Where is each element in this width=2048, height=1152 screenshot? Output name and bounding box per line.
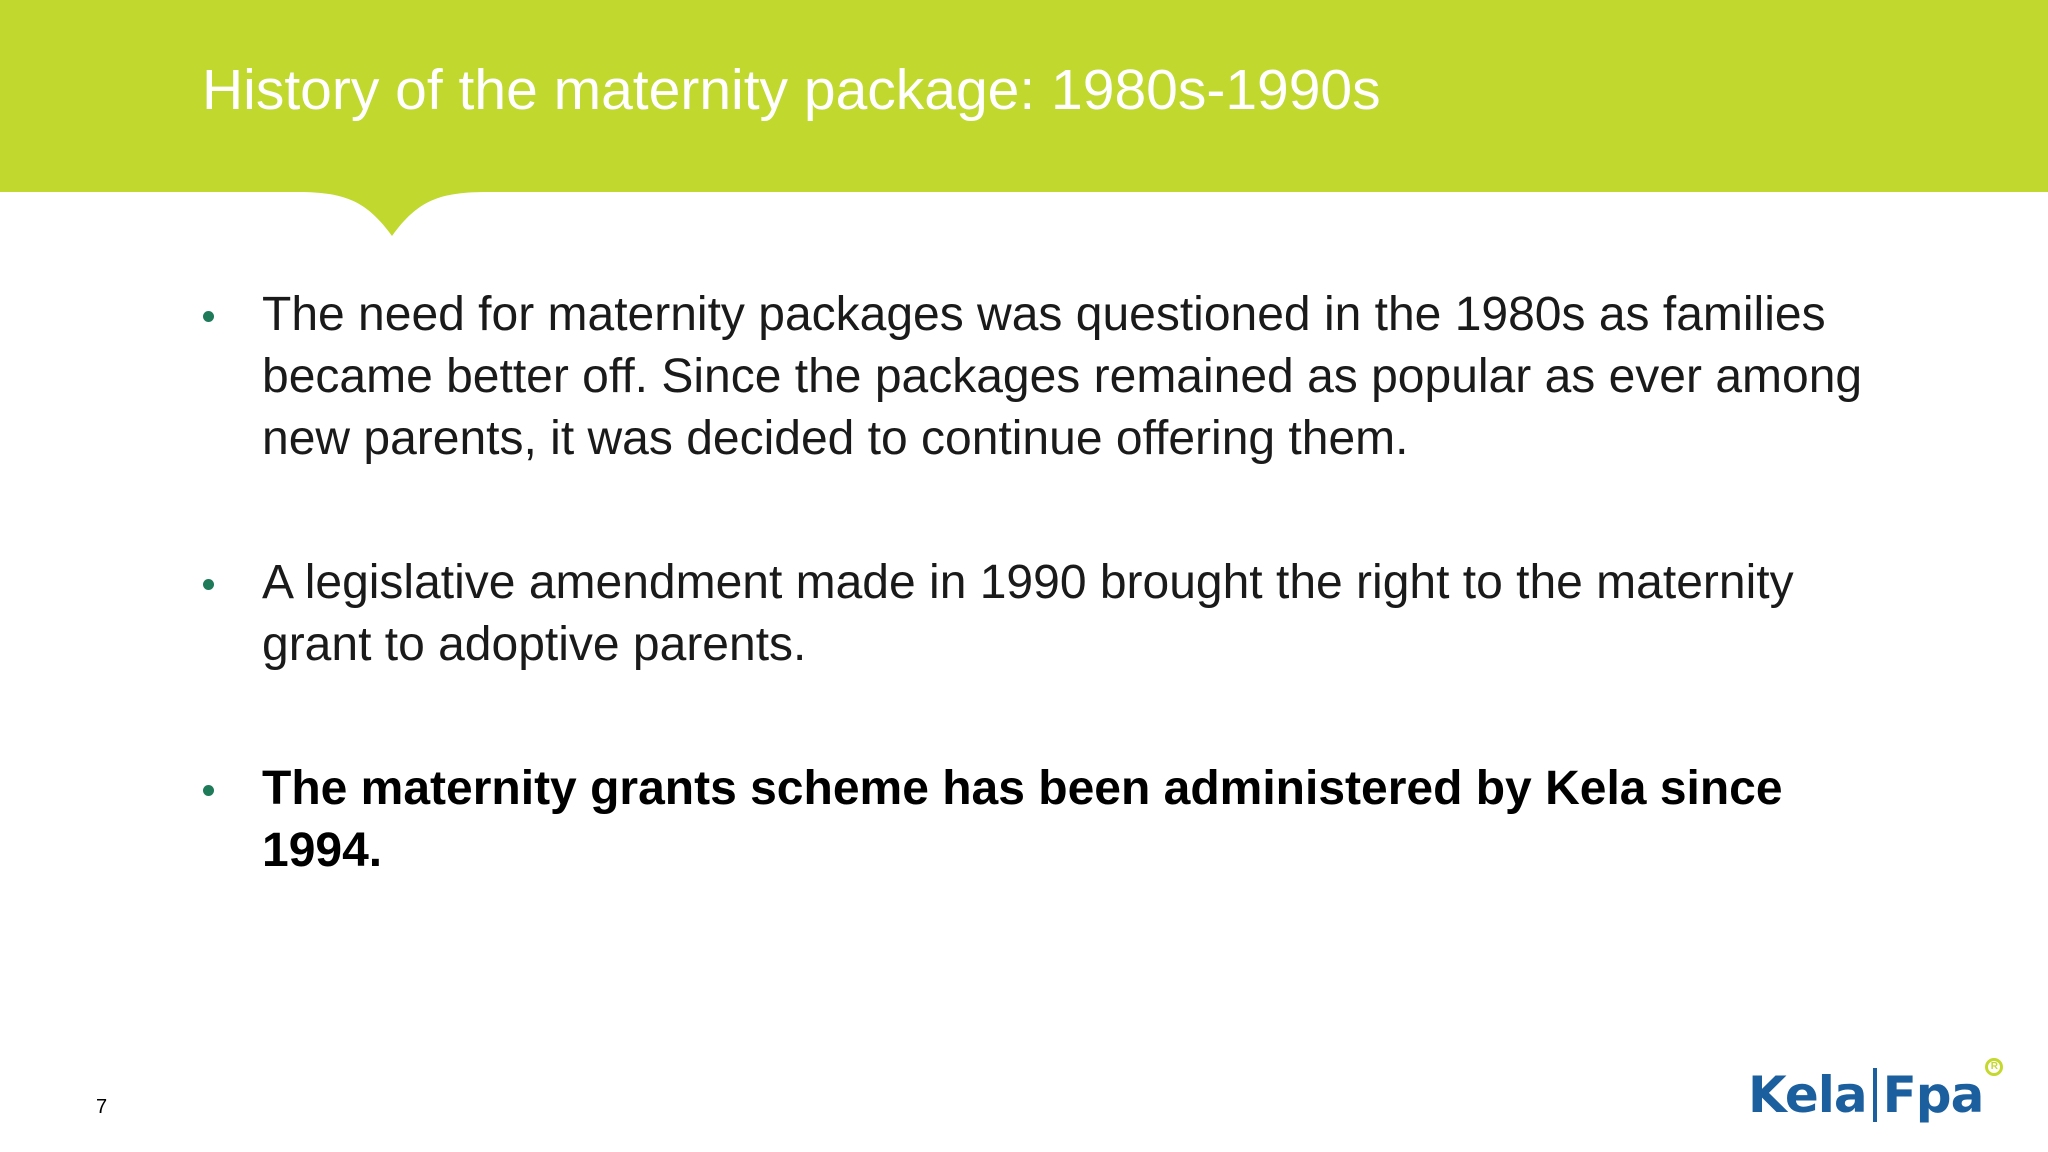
kela-fpa-logo — [1748, 1060, 1998, 1130]
bullet-text: The maternity grants scheme has been administered by Kela since 1994. — [262, 762, 1783, 877]
bullet-marker — [203, 311, 214, 322]
logo-text-fpa: Fpa — [1882, 1066, 1984, 1124]
bullet-item — [200, 552, 1900, 676]
bullet-marker — [203, 785, 214, 796]
bullet-list — [200, 284, 1900, 882]
logo-text-kela: Kela — [1748, 1066, 1867, 1124]
header-banner — [0, 0, 2048, 250]
slide-title: History of the maternity package: 1980s-1990s — [202, 58, 1381, 122]
bullet-text: A legislative amendment made in 1990 brought the right to the maternity grant to adoptive parents. — [262, 556, 1794, 671]
registered-mark-icon: R — [1985, 1058, 2003, 1076]
bullet-marker — [203, 579, 214, 590]
bullet-item — [200, 284, 1900, 470]
page-number: 7 — [96, 1096, 108, 1118]
bullet-item — [200, 758, 1900, 882]
logo-divider — [1873, 1068, 1877, 1122]
bullet-text: The need for maternity packages was questioned in the 1980s as families became better off. Since the packages remained as popular as ever among new parents, it was decided to continue offering them. — [262, 288, 1863, 465]
